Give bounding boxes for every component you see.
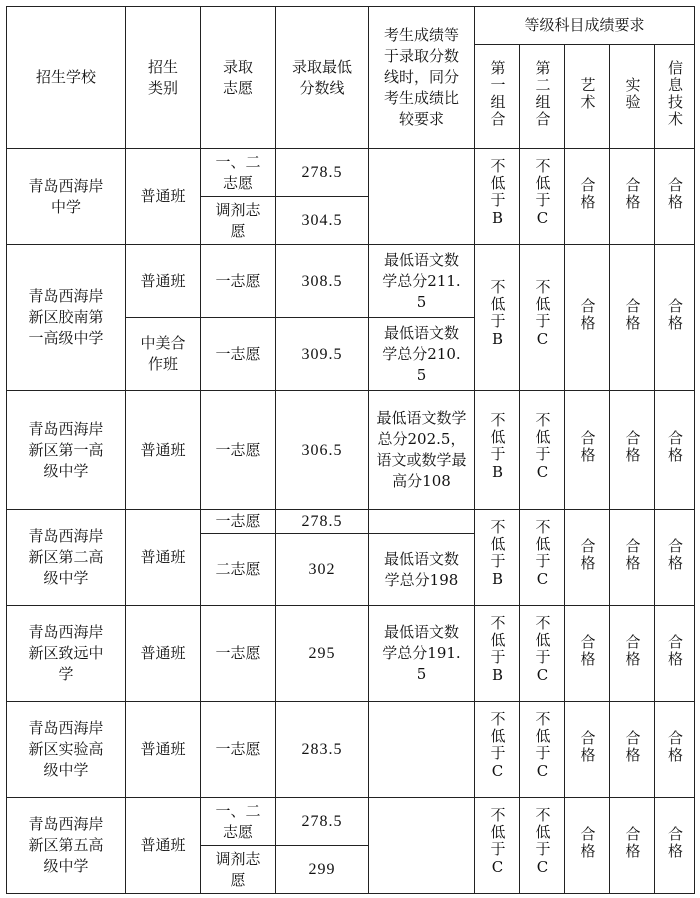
header-category	[126, 7, 201, 149]
grade-sub1-cell	[475, 702, 520, 798]
preference-cell	[201, 798, 276, 846]
header-preference-text: 录取志愿	[222, 57, 253, 97]
preference-text: 一、二志愿	[215, 152, 261, 192]
header-preference	[201, 7, 276, 149]
score-cell	[276, 510, 369, 534]
score-text: 278.5	[301, 813, 343, 830]
grade-sub2-cell	[520, 245, 565, 391]
score-cell	[276, 846, 369, 894]
grade-sub1-cell	[475, 606, 520, 702]
category-text: 普通班	[140, 440, 186, 459]
grade-sub1-text: 不低于C	[488, 711, 507, 782]
category-cell	[126, 606, 201, 702]
grade-sub2-text: 不低于C	[533, 807, 552, 878]
grade-sub1-cell	[475, 245, 520, 391]
tie-rule-text: 最低语文数学总分191.5	[382, 623, 461, 683]
preference-text: 一志愿	[215, 644, 261, 662]
tie-rule-cell	[369, 798, 475, 894]
grade-art-cell	[565, 510, 610, 606]
admission-table	[6, 6, 695, 894]
grade-exp-cell	[610, 245, 655, 391]
header-it	[655, 45, 695, 149]
grade-sub1-cell	[475, 149, 520, 245]
score-cell	[276, 391, 369, 510]
school-cell	[7, 798, 126, 894]
category-cell	[126, 702, 201, 798]
grade-sub2-text: 不低于C	[533, 711, 552, 782]
category-text: 普通班	[140, 548, 186, 566]
preference-cell	[201, 606, 276, 702]
school-name: 青岛西海岸新区胶南第一高级中学	[28, 287, 104, 347]
grade-exp-text: 合格	[623, 729, 642, 764]
category-text: 普通班	[140, 740, 186, 758]
grade-exp-text: 合格	[623, 430, 642, 464]
preference-cell	[201, 702, 276, 798]
score-cell	[276, 149, 369, 197]
score-cell	[276, 702, 369, 798]
school-cell	[7, 702, 126, 798]
score-text: 304.5	[301, 212, 343, 229]
grade-exp-text: 合格	[623, 825, 642, 860]
category-text: 普通班	[140, 271, 186, 290]
header-art-text: 艺术	[578, 76, 597, 111]
school-name: 青岛西海岸新区第二高级中学	[28, 527, 104, 587]
header-min-score-text: 录取最低分数线	[291, 57, 352, 97]
grade-it-text: 合格	[666, 297, 684, 332]
score-text: 283.5	[301, 741, 343, 758]
grade-sub2-cell	[520, 510, 565, 606]
tie-rule-cell	[369, 534, 475, 606]
grade-it-text: 合格	[666, 825, 684, 860]
category-cell	[126, 798, 201, 894]
grade-art-text: 合格	[578, 537, 597, 572]
grade-sub2-text: 不低于C	[533, 615, 552, 686]
grade-sub2-cell	[520, 149, 565, 245]
grade-it-cell	[655, 702, 695, 798]
grade-art-text: 合格	[578, 430, 597, 464]
category-cell	[126, 318, 201, 391]
school-cell	[7, 606, 126, 702]
tie-rule-text: 最低语文数学总分211.5	[382, 250, 461, 311]
grade-sub1-cell	[475, 510, 520, 606]
category-text: 普通班	[140, 836, 186, 854]
header-sub1	[475, 45, 520, 149]
preference-cell	[201, 245, 276, 318]
preference-cell	[201, 197, 276, 245]
preference-text: 一志愿	[215, 740, 261, 758]
grade-sub2-text: 不低于C	[533, 411, 552, 483]
score-text: 278.5	[301, 164, 343, 181]
grade-sub1-text: 不低于B	[488, 519, 507, 590]
table-row	[7, 391, 695, 510]
header-school	[7, 7, 126, 149]
tie-rule-cell	[369, 245, 475, 318]
grade-sub1-cell	[475, 798, 520, 894]
header-tie-rule	[369, 7, 475, 149]
grade-it-cell	[655, 798, 695, 894]
tie-rule-cell	[369, 510, 475, 534]
grade-it-text: 合格	[666, 430, 684, 464]
school-name: 青岛西海岸中学	[28, 176, 104, 216]
score-text: 302	[308, 561, 336, 578]
grade-exp-cell	[610, 510, 655, 606]
score-text: 308.5	[301, 272, 343, 290]
category-cell	[126, 391, 201, 510]
grade-art-text: 合格	[578, 633, 597, 668]
preference-text: 一志愿	[215, 344, 261, 363]
score-text: 309.5	[301, 345, 343, 363]
preference-cell	[201, 534, 276, 606]
grade-sub2-text: 不低于C	[533, 158, 552, 229]
grade-art-cell	[565, 245, 610, 391]
category-cell	[126, 510, 201, 606]
grade-art-cell	[565, 149, 610, 245]
header-it-text: 信息技术	[666, 59, 684, 128]
category-text: 普通班	[140, 187, 186, 205]
grade-sub1-text: 不低于B	[488, 411, 507, 483]
grade-sub1-text: 不低于B	[488, 615, 507, 686]
score-cell	[276, 318, 369, 391]
preference-text: 调剂志愿	[215, 849, 261, 889]
header-sub2-text: 第二组合	[533, 59, 552, 128]
tie-rule-cell	[369, 606, 475, 702]
header-category-text: 招生类别	[147, 57, 178, 97]
category-text: 普通班	[140, 644, 186, 662]
school-cell	[7, 245, 126, 391]
score-text: 278.5	[301, 513, 343, 530]
header-sub2	[520, 45, 565, 149]
grade-exp-cell	[610, 606, 655, 702]
grade-sub2-text: 不低于C	[533, 279, 552, 350]
grade-it-cell	[655, 245, 695, 391]
header-sub1-text: 第一组合	[488, 59, 507, 128]
tie-rule-text: 最低语文数学总分202.5，语文或数学最高分108	[376, 409, 467, 490]
grade-art-text: 合格	[578, 297, 597, 332]
grade-sub1-text: 不低于C	[488, 807, 507, 878]
score-cell	[276, 197, 369, 245]
header-exp-text: 实验	[623, 76, 642, 111]
preference-cell	[201, 149, 276, 197]
tie-rule-text: 最低语文数学总分210.5	[382, 323, 461, 384]
score-text: 299	[308, 861, 336, 878]
grade-sub2-cell	[520, 798, 565, 894]
score-cell	[276, 798, 369, 846]
score-text: 295	[308, 645, 336, 662]
header-min-score	[276, 7, 369, 149]
grade-sub1-cell	[475, 391, 520, 510]
grade-exp-cell	[610, 798, 655, 894]
preference-cell	[201, 510, 276, 534]
tie-rule-cell	[369, 391, 475, 510]
grade-art-cell	[565, 798, 610, 894]
grade-sub2-cell	[520, 391, 565, 510]
preference-cell	[201, 391, 276, 510]
grade-exp-text: 合格	[623, 297, 642, 332]
grade-sub1-text: 不低于B	[488, 279, 507, 350]
preference-text: 一志愿	[215, 440, 261, 459]
preference-cell	[201, 318, 276, 391]
school-name: 青岛西海岸新区第五高级中学	[28, 815, 104, 875]
grade-art-cell	[565, 702, 610, 798]
table-row	[7, 149, 695, 197]
grade-it-text: 合格	[666, 729, 684, 764]
grade-art-cell	[565, 391, 610, 510]
score-cell	[276, 606, 369, 702]
preference-text: 一志愿	[215, 271, 261, 290]
grade-it-text: 合格	[666, 537, 684, 572]
grade-it-text: 合格	[666, 176, 684, 211]
grade-it-cell	[655, 149, 695, 245]
grade-it-text: 合格	[666, 633, 684, 668]
grade-art-cell	[565, 606, 610, 702]
grade-exp-cell	[610, 149, 655, 245]
category-cell	[126, 149, 201, 245]
grade-exp-text: 合格	[623, 176, 642, 211]
tie-rule-text: 最低语文数学总分198	[383, 549, 459, 589]
school-name: 青岛西海岸新区实验高级中学	[28, 719, 104, 779]
grade-sub2-cell	[520, 702, 565, 798]
preference-text: 一志愿	[215, 512, 261, 530]
header-grade-requirements-text: 等级科目成绩要求	[524, 16, 645, 34]
grade-sub2-cell	[520, 606, 565, 702]
tie-rule-cell	[369, 149, 475, 245]
grade-exp-text: 合格	[623, 633, 642, 668]
header-art	[565, 45, 610, 149]
grade-exp-text: 合格	[623, 537, 642, 572]
preference-cell	[201, 846, 276, 894]
grade-it-cell	[655, 391, 695, 510]
grade-sub1-text: 不低于B	[488, 158, 507, 229]
header-grade-requirements	[475, 7, 695, 45]
score-text: 306.5	[301, 441, 343, 459]
category-text: 中美合作班	[140, 334, 186, 373]
grade-art-text: 合格	[578, 825, 597, 860]
table-row	[7, 606, 695, 702]
header-tie-rule-text: 考生成绩等于录取分数线时，同分考生成绩比较要求	[383, 26, 459, 128]
grade-it-cell	[655, 510, 695, 606]
grade-exp-cell	[610, 391, 655, 510]
grade-it-cell	[655, 606, 695, 702]
tie-rule-cell	[369, 318, 475, 391]
score-cell	[276, 245, 369, 318]
grade-art-text: 合格	[578, 176, 597, 211]
header-exp	[610, 45, 655, 149]
school-name: 青岛西海岸新区致远中学	[28, 623, 104, 683]
preference-text: 二志愿	[215, 560, 261, 578]
preference-text: 一、二志愿	[215, 801, 261, 841]
table-row	[7, 702, 695, 798]
score-cell	[276, 534, 369, 606]
tie-rule-cell	[369, 702, 475, 798]
school-name: 青岛西海岸新区第一高级中学	[28, 419, 104, 480]
grade-sub2-text: 不低于C	[533, 519, 552, 590]
school-cell	[7, 391, 126, 510]
grade-exp-cell	[610, 702, 655, 798]
school-cell	[7, 149, 126, 245]
school-cell	[7, 510, 126, 606]
table-row	[7, 245, 695, 318]
header-school-text: 招生学校	[35, 68, 96, 86]
category-cell	[126, 245, 201, 318]
grade-art-text: 合格	[578, 729, 597, 764]
preference-text: 调剂志愿	[215, 200, 261, 240]
table-row	[7, 798, 695, 846]
table-row	[7, 510, 695, 534]
